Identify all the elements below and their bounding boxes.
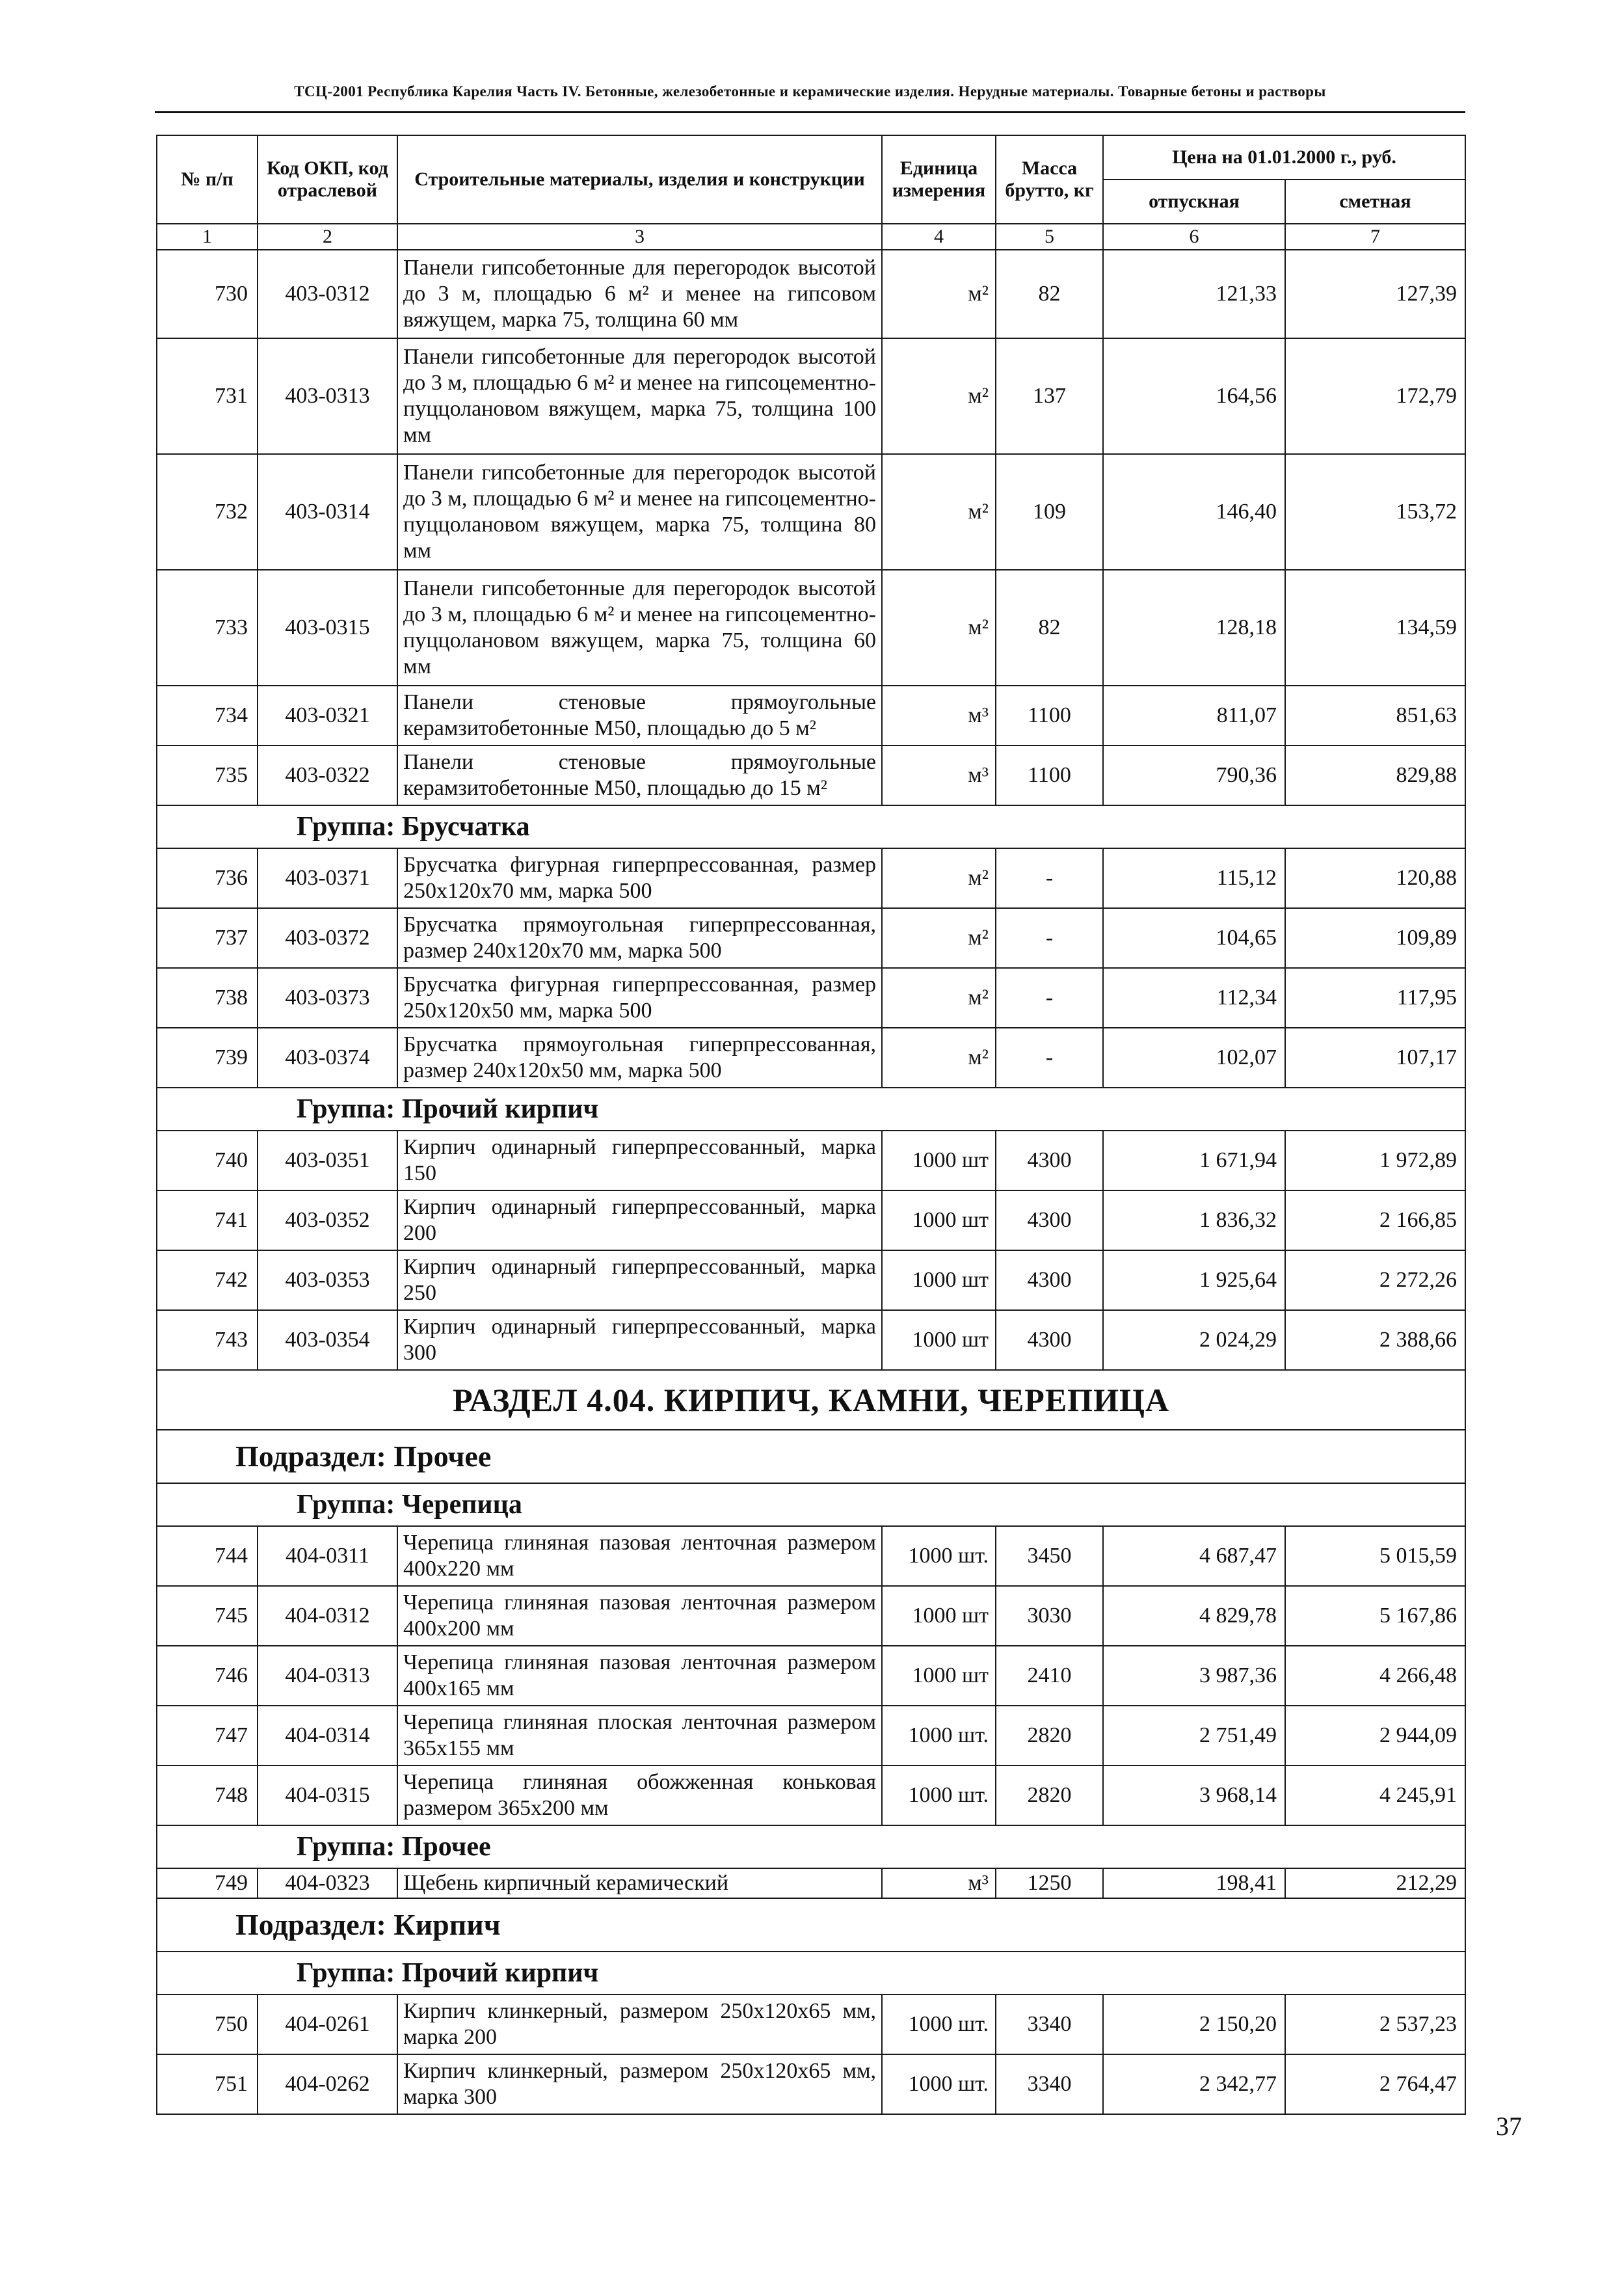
col-header-name: Строительные материалы, изделия и конструкции [397,135,882,224]
gross-mass: 4300 [996,1250,1103,1310]
estimate-price: 2 944,09 [1285,1706,1465,1766]
release-price: 3 968,14 [1103,1766,1285,1825]
unit-of-measure: 1000 шт [882,1250,996,1310]
unit-of-measure: м² [882,848,996,908]
subsection-heading [157,1898,1465,1952]
estimate-price: 2 166,85 [1285,1190,1465,1250]
release-price: 1 925,64 [1103,1250,1285,1310]
estimate-price: 120,88 [1285,848,1465,908]
unit-of-measure: 1000 шт. [882,1706,996,1766]
gross-mass: 3340 [996,1994,1103,2054]
unit-of-measure: 1000 шт. [882,1526,996,1586]
release-price: 2 150,20 [1103,1994,1285,2054]
subsection-heading [157,1430,1465,1483]
release-price: 198,41 [1103,1868,1285,1898]
gross-mass: 4300 [996,1190,1103,1250]
estimate-price: 172,79 [1285,338,1465,454]
col-header-mass: Масса брутто, кг [996,135,1103,224]
okp-code: 403-0353 [258,1250,397,1310]
group-title: Прочее [401,1832,491,1862]
group-label: Группа: [297,1490,395,1520]
okp-code: 403-0351 [258,1131,397,1190]
gross-mass: - [996,848,1103,908]
col-header-price-release: отпускная [1103,180,1285,224]
unit-of-measure: м³ [882,1868,996,1898]
okp-code: 404-0262 [258,2054,397,2114]
release-price: 2 342,77 [1103,2054,1285,2114]
estimate-price: 134,59 [1285,570,1465,686]
table-row [157,1250,1465,1310]
row-number: 736 [157,848,258,908]
col-number: 2 [258,224,397,250]
gross-mass: 2820 [996,1766,1103,1825]
material-description: Панели стеновые прямоугольные керамзитобетонные М50, площадью до 5 м² [397,686,882,745]
table-row [157,454,1465,570]
material-description: Щебень кирпичный керамический [397,1868,882,1898]
gross-mass: 3340 [996,2054,1103,2114]
row-number: 746 [157,1646,258,1706]
okp-code: 403-0373 [258,968,397,1028]
page-number: 37 [1496,2112,1522,2141]
material-description: Панели гипсобетонные для перегородок высотой до 3 м, площадью 6 м² и менее на гипсоцементно-пуццолановом вяжущем, марка 75, толщина 80 мм [397,454,882,570]
col-number: 4 [882,224,996,250]
table-row [157,1868,1465,1898]
row-number: 743 [157,1310,258,1370]
section-title: РАЗДЕЛ 4.04. КИРПИЧ, КАМНИ, ЧЕРЕПИЦА [157,1370,1465,1430]
material-description: Брусчатка фигурная гиперпрессованная, размер 250х120х50 мм, марка 500 [397,968,882,1028]
okp-code: 404-0311 [258,1526,397,1586]
col-header-price-group: Цена на 01.01.2000 г., руб. [1103,135,1465,180]
estimate-price: 117,95 [1285,968,1465,1028]
gross-mass: 109 [996,454,1103,570]
table-row [157,250,1465,338]
material-description: Брусчатка прямоугольная гиперпрессованная, размер 240х120х70 мм, марка 500 [397,908,882,968]
row-number: 750 [157,1994,258,2054]
subsection-row [157,1430,1465,1483]
table-row [157,1766,1465,1825]
okp-code: 404-0314 [258,1706,397,1766]
unit-of-measure: м² [882,570,996,686]
release-price: 1 836,32 [1103,1190,1285,1250]
release-price: 811,07 [1103,686,1285,745]
material-description: Кирпич одинарный гиперпрессованный, марка 300 [397,1310,882,1370]
unit-of-measure: 1000 шт. [882,1994,996,2054]
gross-mass: 3450 [996,1526,1103,1586]
estimate-price: 2 388,66 [1285,1310,1465,1370]
group-heading [157,1483,1465,1526]
estimate-price: 5 167,86 [1285,1586,1465,1646]
gross-mass: - [996,908,1103,968]
okp-code: 403-0315 [258,570,397,686]
group-title: Черепица [401,1490,522,1520]
material-description: Черепица глиняная плоская ленточная размером 365х155 мм [397,1706,882,1766]
material-description: Панели гипсобетонные для перегородок высотой до 3 м, площадью 6 м² и менее на гипсовом вяжущем, марка 75, толщина 60 мм [397,250,882,338]
unit-of-measure: 1000 шт [882,1131,996,1190]
subsection-title: Кирпич [393,1907,501,1941]
col-number: 3 [397,224,882,250]
column-number-row [157,224,1465,250]
unit-of-measure: м² [882,454,996,570]
group-title: Брусчатка [401,812,530,842]
release-price: 121,33 [1103,250,1285,338]
material-description: Брусчатка прямоугольная гиперпрессованная, размер 240х120х50 мм, марка 500 [397,1028,882,1088]
release-price: 102,07 [1103,1028,1285,1088]
release-price: 4 687,47 [1103,1526,1285,1586]
release-price: 1 671,94 [1103,1131,1285,1190]
row-number: 739 [157,1028,258,1088]
unit-of-measure: м³ [882,686,996,745]
okp-code: 403-0314 [258,454,397,570]
okp-code: 403-0322 [258,745,397,805]
col-header-price-estimate: сметная [1285,180,1465,224]
unit-of-measure: 1000 шт [882,1586,996,1646]
table-row [157,1646,1465,1706]
table-row [157,1310,1465,1370]
unit-of-measure: м³ [882,745,996,805]
material-description: Черепица глиняная пазовая ленточная размером 400х220 мм [397,1526,882,1586]
group-heading [157,805,1465,848]
col-header-num: № п/п [157,135,258,224]
group-heading [157,1825,1465,1868]
table-row [157,686,1465,745]
estimate-price: 2 537,23 [1285,1994,1465,2054]
gross-mass: - [996,968,1103,1028]
unit-of-measure: м² [882,908,996,968]
release-price: 2 751,49 [1103,1706,1285,1766]
table-row [157,338,1465,454]
material-description: Панели гипсобетонные для перегородок высотой до 3 м, площадью 6 м² и менее на гипсоцементно-пуццолановом вяжущем, марка 75, толщина 60 мм [397,570,882,686]
estimate-price: 2 764,47 [1285,2054,1465,2114]
col-header-unit: Единица измерения [882,135,996,224]
okp-code: 403-0372 [258,908,397,968]
estimate-price: 5 015,59 [1285,1526,1465,1586]
group-label: Группа: [297,1832,395,1862]
estimate-price: 1 972,89 [1285,1131,1465,1190]
row-number: 747 [157,1706,258,1766]
gross-mass: 1250 [996,1868,1103,1898]
gross-mass: 137 [996,338,1103,454]
gross-mass: 3030 [996,1586,1103,1646]
table-row [157,1028,1465,1088]
section-row [157,1370,1465,1430]
group-row [157,1088,1465,1131]
material-description: Панели стеновые прямоугольные керамзитобетонные М50, площадью до 15 м² [397,745,882,805]
estimate-price: 851,63 [1285,686,1465,745]
group-title: Прочий кирпич [401,1958,599,1989]
material-description: Кирпич одинарный гиперпрессованный, марка 250 [397,1250,882,1310]
estimate-price: 829,88 [1285,745,1465,805]
release-price: 3 987,36 [1103,1646,1285,1706]
release-price: 790,36 [1103,745,1285,805]
gross-mass: 4300 [996,1310,1103,1370]
material-description: Кирпич одинарный гиперпрессованный, марка 150 [397,1131,882,1190]
okp-code: 404-0261 [258,1994,397,2054]
estimate-price: 109,89 [1285,908,1465,968]
estimate-price: 153,72 [1285,454,1465,570]
table-row [157,1190,1465,1250]
okp-code: 403-0321 [258,686,397,745]
row-number: 741 [157,1190,258,1250]
unit-of-measure: м² [882,1028,996,1088]
okp-code: 403-0371 [258,848,397,908]
group-heading [157,1088,1465,1131]
table-row [157,968,1465,1028]
row-number: 749 [157,1868,258,1898]
col-number: 7 [1285,224,1465,250]
gross-mass: 2410 [996,1646,1103,1706]
estimate-price: 107,17 [1285,1028,1465,1088]
release-price: 164,56 [1103,338,1285,454]
okp-code: 404-0312 [258,1586,397,1646]
row-number: 748 [157,1766,258,1825]
release-price: 128,18 [1103,570,1285,686]
row-number: 734 [157,686,258,745]
unit-of-measure: м² [882,338,996,454]
estimate-price: 212,29 [1285,1868,1465,1898]
col-number: 6 [1103,224,1285,250]
okp-code: 403-0312 [258,250,397,338]
material-description: Брусчатка фигурная гиперпрессованная, размер 250х120х70 мм, марка 500 [397,848,882,908]
row-number: 745 [157,1586,258,1646]
group-row [157,1952,1465,1994]
release-price: 112,34 [1103,968,1285,1028]
okp-code: 404-0315 [258,1766,397,1825]
col-header-okp: Код ОКП, код отраслевой [258,135,397,224]
unit-of-measure: 1000 шт [882,1310,996,1370]
subsection-row [157,1898,1465,1952]
row-number: 735 [157,745,258,805]
gross-mass: 4300 [996,1131,1103,1190]
material-description: Черепица глиняная пазовая ленточная размером 400х200 мм [397,1586,882,1646]
table-row [157,745,1465,805]
table-row [157,2054,1465,2114]
release-price: 2 024,29 [1103,1310,1285,1370]
okp-code: 404-0323 [258,1868,397,1898]
group-row [157,1483,1465,1526]
group-heading [157,1952,1465,1994]
estimate-price: 4 245,91 [1285,1766,1465,1825]
release-price: 146,40 [1103,454,1285,570]
release-price: 4 829,78 [1103,1586,1285,1646]
table-row [157,1131,1465,1190]
unit-of-measure: 1000 шт. [882,2054,996,2114]
group-label: Группа: [297,1958,395,1989]
group-title: Прочий кирпич [401,1094,599,1125]
row-number: 740 [157,1131,258,1190]
table-row [157,1586,1465,1646]
subsection-label: Подраздел: [235,1439,386,1473]
row-number: 744 [157,1526,258,1586]
group-label: Группа: [297,1094,395,1125]
okp-code: 403-0354 [258,1310,397,1370]
estimate-price: 127,39 [1285,250,1465,338]
gross-mass: 82 [996,570,1103,686]
material-description: Черепица глиняная обожженная коньковая размером 365х200 мм [397,1766,882,1825]
gross-mass: 1100 [996,745,1103,805]
estimate-price: 2 272,26 [1285,1250,1465,1310]
table-row [157,570,1465,686]
unit-of-measure: 1000 шт [882,1646,996,1706]
table-row [157,1706,1465,1766]
running-header: ТСЦ-2001 Республика Карелия Часть IV. Бетонные, железобетонные и керамические изделия. Нерудные материалы. Товарные бетоны и растворы [155,83,1465,113]
material-description: Черепица глиняная пазовая ленточная размером 400х165 мм [397,1646,882,1706]
row-number: 738 [157,968,258,1028]
row-number: 733 [157,570,258,686]
row-number: 742 [157,1250,258,1310]
release-price: 104,65 [1103,908,1285,968]
unit-of-measure: м² [882,250,996,338]
table-header [157,135,1465,250]
material-description: Кирпич клинкерный, размером 250х120х65 мм, марка 300 [397,2054,882,2114]
okp-code: 403-0313 [258,338,397,454]
col-number: 1 [157,224,258,250]
gross-mass: 1100 [996,686,1103,745]
material-description: Кирпич клинкерный, размером 250х120х65 мм, марка 200 [397,1994,882,2054]
unit-of-measure: 1000 шт. [882,1766,996,1825]
group-label: Группа: [297,812,395,842]
release-price: 115,12 [1103,848,1285,908]
row-number: 730 [157,250,258,338]
subsection-label: Подраздел: [235,1907,386,1941]
row-number: 737 [157,908,258,968]
gross-mass: 82 [996,250,1103,338]
okp-code: 403-0374 [258,1028,397,1088]
row-number: 751 [157,2054,258,2114]
group-row [157,805,1465,848]
table-row [157,1994,1465,2054]
table-row [157,908,1465,968]
estimate-price: 4 266,48 [1285,1646,1465,1706]
okp-code: 404-0313 [258,1646,397,1706]
table-row [157,848,1465,908]
unit-of-measure: 1000 шт [882,1190,996,1250]
material-description: Кирпич одинарный гиперпрессованный, марка 200 [397,1190,882,1250]
table-body [157,250,1465,2114]
okp-code: 403-0352 [258,1190,397,1250]
price-table [156,135,1466,2115]
material-description: Панели гипсобетонные для перегородок высотой до 3 м, площадью 6 м² и менее на гипсоцементно-пуццолановом вяжущем, марка 75, толщина 100 мм [397,338,882,454]
group-row [157,1825,1465,1868]
col-number: 5 [996,224,1103,250]
table-row [157,1526,1465,1586]
subsection-title: Прочее [393,1439,492,1473]
gross-mass: - [996,1028,1103,1088]
gross-mass: 2820 [996,1706,1103,1766]
row-number: 732 [157,454,258,570]
unit-of-measure: м² [882,968,996,1028]
row-number: 731 [157,338,258,454]
